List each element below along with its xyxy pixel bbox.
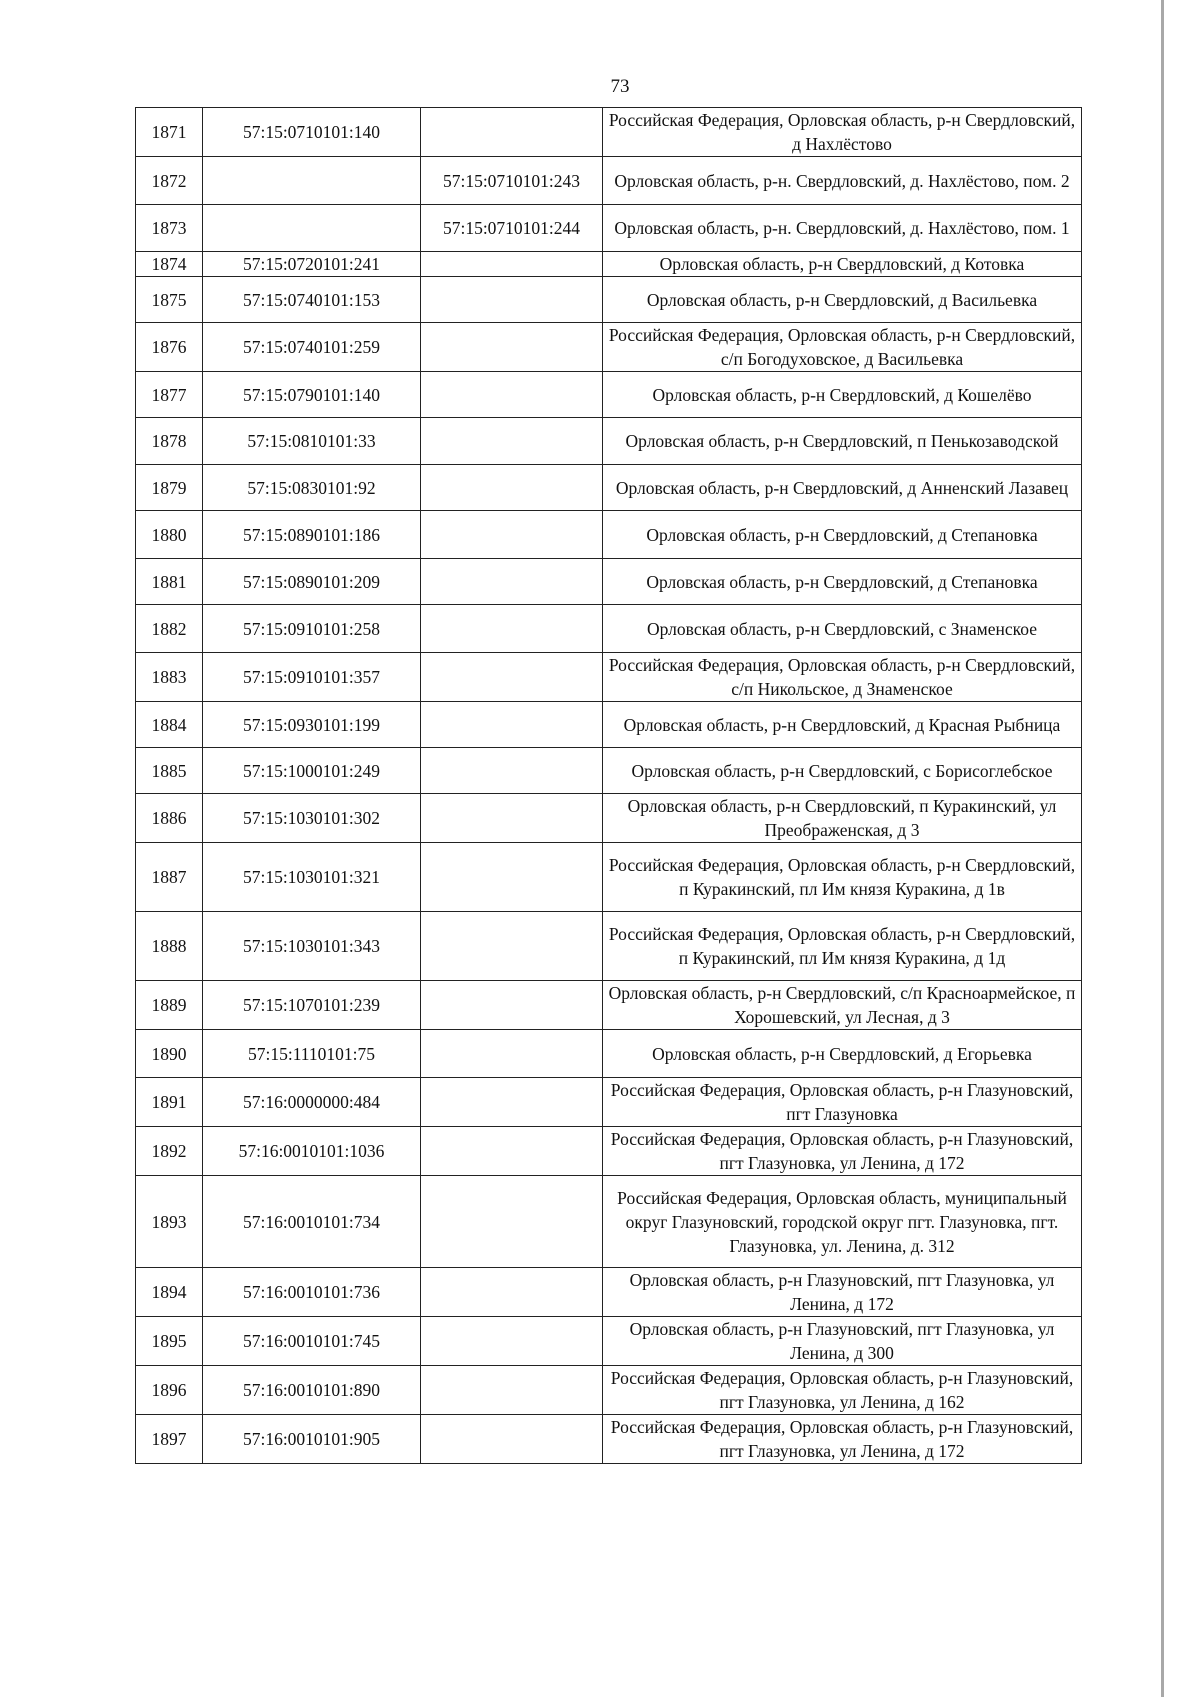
table-row — [136, 323, 1082, 372]
row-number-cell: 1884 — [136, 702, 203, 748]
premises-cadastral-number-cell — [421, 1030, 603, 1078]
table-row — [136, 372, 1082, 418]
row-number-cell: 1881 — [136, 559, 203, 605]
address-cell: Орловская область, р-н Свердловский, д Кошелёво — [603, 372, 1082, 418]
cadastral-number-cell: 57:16:0010101:890 — [203, 1366, 421, 1415]
address-cell: Российская Федерация, Орловская область, р-н Глазуновский, пгт Глазуновка, ул Ленина, д 172 — [603, 1127, 1082, 1176]
address-cell: Орловская область, р-н. Свердловский, д. Нахлёстово, пом. 2 — [603, 157, 1082, 205]
premises-cadastral-number-cell — [421, 912, 603, 981]
row-number-cell: 1897 — [136, 1415, 203, 1464]
table-row — [136, 1317, 1082, 1366]
address-cell: Орловская область, р-н Глазуновский, пгт Глазуновка, ул Ленина, д 172 — [603, 1268, 1082, 1317]
address-cell: Орловская область, р-н Свердловский, д Красная Рыбница — [603, 702, 1082, 748]
row-number-cell: 1874 — [136, 252, 203, 277]
premises-cadastral-number-cell — [421, 1268, 603, 1317]
cadastral-number-cell: 57:15:1000101:249 — [203, 748, 421, 794]
address-cell: Орловская область, р-н. Свердловский, д. Нахлёстово, пом. 1 — [603, 205, 1082, 252]
premises-cadastral-number-cell — [421, 843, 603, 912]
cadastral-number-cell: 57:16:0010101:1036 — [203, 1127, 421, 1176]
table-row — [136, 252, 1082, 277]
premises-cadastral-number-cell: 57:15:0710101:244 — [421, 205, 603, 252]
premises-cadastral-number-cell — [421, 1366, 603, 1415]
cadastral-number-cell — [203, 205, 421, 252]
row-number-cell: 1875 — [136, 277, 203, 323]
row-number-cell: 1887 — [136, 843, 203, 912]
cadastral-number-cell: 57:15:0720101:241 — [203, 252, 421, 277]
address-cell: Орловская область, р-н Свердловский, с Знаменское — [603, 605, 1082, 653]
cadastral-number-cell: 57:15:0810101:33 — [203, 418, 421, 465]
cadastral-number-cell — [203, 157, 421, 205]
table-row — [136, 702, 1082, 748]
cadastral-number-cell: 57:15:0890101:209 — [203, 559, 421, 605]
premises-cadastral-number-cell — [421, 372, 603, 418]
address-cell: Орловская область, р-н Свердловский, п Пенькозаводской — [603, 418, 1082, 465]
premises-cadastral-number-cell — [421, 559, 603, 605]
cadastral-number-cell: 57:16:0010101:736 — [203, 1268, 421, 1317]
table-row — [136, 277, 1082, 323]
row-number-cell: 1893 — [136, 1176, 203, 1268]
cadastral-number-cell: 57:16:0010101:905 — [203, 1415, 421, 1464]
address-cell: Российская Федерация, Орловская область, р-н Свердловский, с/п Богодуховское, д Васильевка — [603, 323, 1082, 372]
address-cell: Российская Федерация, Орловская область, р-н Свердловский, п Куракинский, пл Им князя Куракина, д 1в — [603, 843, 1082, 912]
address-cell: Орловская область, р-н Свердловский, д Котовка — [603, 252, 1082, 277]
cadastral-number-cell: 57:15:1110101:75 — [203, 1030, 421, 1078]
cadastral-number-cell: 57:16:0000000:484 — [203, 1078, 421, 1127]
premises-cadastral-number-cell — [421, 323, 603, 372]
table-row — [136, 981, 1082, 1030]
table-row — [136, 605, 1082, 653]
premises-cadastral-number-cell — [421, 981, 603, 1030]
row-number-cell: 1896 — [136, 1366, 203, 1415]
address-cell: Орловская область, р-н Свердловский, д Степановка — [603, 511, 1082, 559]
table-row — [136, 1176, 1082, 1268]
page-number: 73 — [610, 76, 630, 97]
premises-cadastral-number-cell — [421, 465, 603, 511]
row-number-cell: 1879 — [136, 465, 203, 511]
premises-cadastral-number-cell — [421, 252, 603, 277]
premises-cadastral-number-cell — [421, 418, 603, 465]
table-row — [136, 559, 1082, 605]
cadastral-number-cell: 57:16:0010101:745 — [203, 1317, 421, 1366]
table-row — [136, 1030, 1082, 1078]
table-row — [136, 205, 1082, 252]
table-row — [136, 511, 1082, 559]
row-number-cell: 1877 — [136, 372, 203, 418]
address-cell: Российская Федерация, Орловская область, р-н Глазуновский, пгт Глазуновка, ул Ленина, д 162 — [603, 1366, 1082, 1415]
cadastral-number-cell: 57:15:0710101:140 — [203, 108, 421, 157]
cadastral-number-cell: 57:15:1030101:321 — [203, 843, 421, 912]
address-cell: Российская Федерация, Орловская область, р-н Свердловский, п Куракинский, пл Им князя Куракина, д 1д — [603, 912, 1082, 981]
row-number-cell: 1888 — [136, 912, 203, 981]
premises-cadastral-number-cell — [421, 653, 603, 702]
row-number-cell: 1892 — [136, 1127, 203, 1176]
table-row — [136, 1415, 1082, 1464]
address-cell: Орловская область, р-н Свердловский, д Степановка — [603, 559, 1082, 605]
address-cell: Орловская область, р-н Свердловский, п Куракинский, ул Преображенская, д 3 — [603, 794, 1082, 843]
address-cell: Орловская область, р-н Свердловский, с/п Красноармейское, п Хорошевский, ул Лесная, д 3 — [603, 981, 1082, 1030]
row-number-cell: 1895 — [136, 1317, 203, 1366]
address-cell: Российская Федерация, Орловская область, р-н Глазуновский, пгт Глазуновка, ул Ленина, д 172 — [603, 1415, 1082, 1464]
address-cell: Орловская область, р-н Свердловский, д Васильевка — [603, 277, 1082, 323]
premises-cadastral-number-cell — [421, 277, 603, 323]
cadastral-number-cell: 57:15:1070101:239 — [203, 981, 421, 1030]
cadastral-number-cell: 57:15:0910101:258 — [203, 605, 421, 653]
table-body — [136, 108, 1082, 1464]
table-row — [136, 794, 1082, 843]
premises-cadastral-number-cell — [421, 702, 603, 748]
row-number-cell: 1885 — [136, 748, 203, 794]
premises-cadastral-number-cell — [421, 108, 603, 157]
table-row — [136, 157, 1082, 205]
premises-cadastral-number-cell: 57:15:0710101:243 — [421, 157, 603, 205]
row-number-cell: 1873 — [136, 205, 203, 252]
address-cell: Орловская область, р-н Свердловский, д Егорьевка — [603, 1030, 1082, 1078]
cadastral-number-cell: 57:15:1030101:343 — [203, 912, 421, 981]
row-number-cell: 1871 — [136, 108, 203, 157]
row-number-cell: 1872 — [136, 157, 203, 205]
premises-cadastral-number-cell — [421, 1317, 603, 1366]
row-number-cell: 1876 — [136, 323, 203, 372]
premises-cadastral-number-cell — [421, 511, 603, 559]
premises-cadastral-number-cell — [421, 748, 603, 794]
row-number-cell: 1890 — [136, 1030, 203, 1078]
row-number-cell: 1889 — [136, 981, 203, 1030]
row-number-cell: 1894 — [136, 1268, 203, 1317]
cadastral-table — [135, 107, 1082, 1464]
row-number-cell: 1878 — [136, 418, 203, 465]
cadastral-number-cell: 57:15:0740101:153 — [203, 277, 421, 323]
premises-cadastral-number-cell — [421, 794, 603, 843]
address-cell: Орловская область, р-н Свердловский, д Анненский Лазавец — [603, 465, 1082, 511]
premises-cadastral-number-cell — [421, 1415, 603, 1464]
table-row — [136, 418, 1082, 465]
table-row — [136, 465, 1082, 511]
cadastral-number-cell: 57:15:0910101:357 — [203, 653, 421, 702]
cadastral-number-cell: 57:15:1030101:302 — [203, 794, 421, 843]
table-row — [136, 1366, 1082, 1415]
address-cell: Российская Федерация, Орловская область, р-н Свердловский, с/п Никольское, д Знаменское — [603, 653, 1082, 702]
cadastral-number-cell: 57:15:0790101:140 — [203, 372, 421, 418]
address-cell: Орловская область, р-н Глазуновский, пгт Глазуновка, ул Ленина, д 300 — [603, 1317, 1082, 1366]
address-cell: Российская Федерация, Орловская область, муниципальный округ Глазуновский, городской округ пгт. Глазуновка, пгт. Глазуновка, ул. Ленина, д. 312 — [603, 1176, 1082, 1268]
row-number-cell: 1886 — [136, 794, 203, 843]
table-row — [136, 843, 1082, 912]
address-cell: Российская Федерация, Орловская область, р-н Свердловский, д Нахлёстово — [603, 108, 1082, 157]
table-row — [136, 1127, 1082, 1176]
cadastral-number-cell: 57:15:0930101:199 — [203, 702, 421, 748]
cadastral-number-cell: 57:15:0890101:186 — [203, 511, 421, 559]
premises-cadastral-number-cell — [421, 1078, 603, 1127]
row-number-cell: 1891 — [136, 1078, 203, 1127]
page-edge-line — [1161, 0, 1164, 1697]
row-number-cell: 1880 — [136, 511, 203, 559]
table-row — [136, 912, 1082, 981]
premises-cadastral-number-cell — [421, 1127, 603, 1176]
table-row — [136, 108, 1082, 157]
row-number-cell: 1882 — [136, 605, 203, 653]
cadastral-number-cell: 57:16:0010101:734 — [203, 1176, 421, 1268]
address-cell: Российская Федерация, Орловская область, р-н Глазуновский, пгт Глазуновка — [603, 1078, 1082, 1127]
table-row — [136, 653, 1082, 702]
row-number-cell: 1883 — [136, 653, 203, 702]
table-row — [136, 1078, 1082, 1127]
premises-cadastral-number-cell — [421, 605, 603, 653]
premises-cadastral-number-cell — [421, 1176, 603, 1268]
address-cell: Орловская область, р-н Свердловский, с Борисоглебское — [603, 748, 1082, 794]
cadastral-number-cell: 57:15:0830101:92 — [203, 465, 421, 511]
table-row — [136, 1268, 1082, 1317]
table-row — [136, 748, 1082, 794]
cadastral-number-cell: 57:15:0740101:259 — [203, 323, 421, 372]
